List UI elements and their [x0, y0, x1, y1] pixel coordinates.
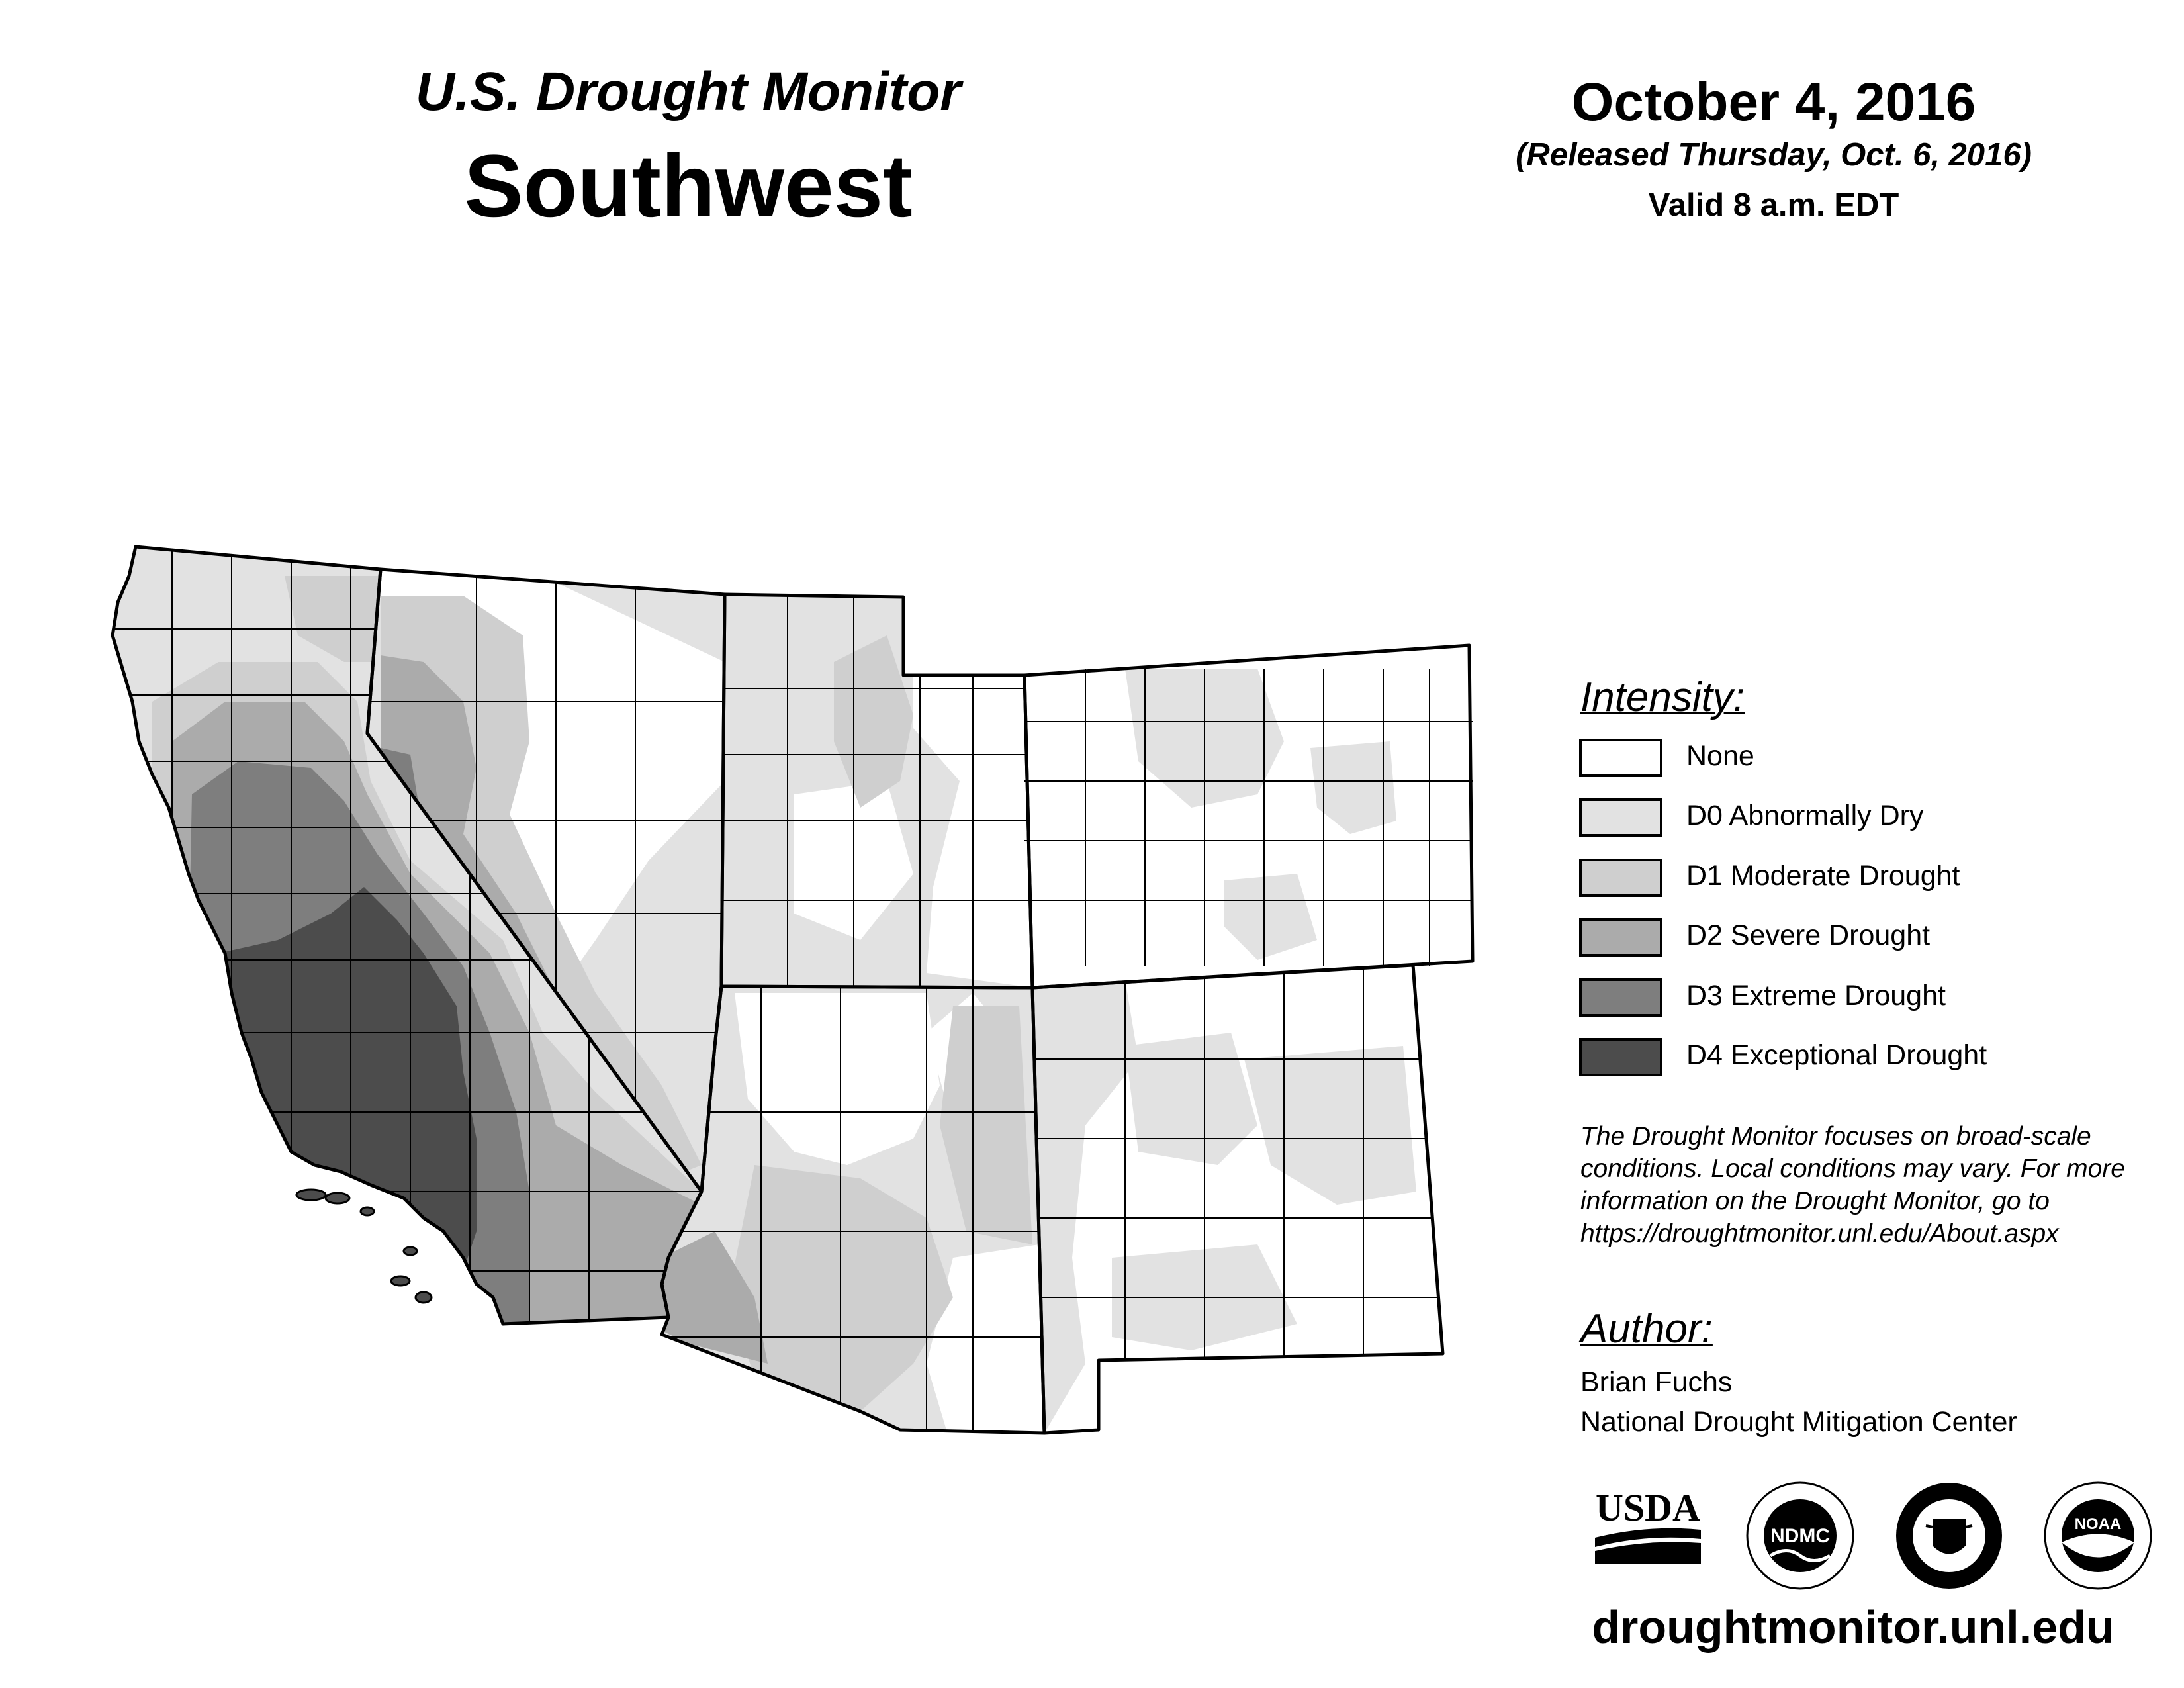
- valid-time: Valid 8 a.m. EDT: [1648, 187, 1899, 223]
- legend-swatch: [1579, 798, 1662, 837]
- noaa-logo: [2042, 1479, 2154, 1592]
- product-title: U.S. Drought Monitor: [415, 62, 962, 122]
- usda-logo: [1592, 1486, 1704, 1566]
- legend-swatch: [1579, 918, 1662, 957]
- legend-swatch: [1579, 739, 1662, 777]
- legend-label: D4 Exceptional Drought: [1686, 1039, 1987, 1071]
- legend-item-d4: [1579, 1038, 2175, 1080]
- ndmc-logo: [1744, 1479, 1856, 1592]
- state-utah: [721, 589, 1039, 993]
- legend-label: D1 Moderate Drought: [1686, 860, 1960, 892]
- state-new-mexico: [1026, 960, 1449, 1436]
- author-title: Author:: [1580, 1306, 1713, 1352]
- note-line: information on the Drought Monitor, go to: [1580, 1187, 2050, 1215]
- legend-swatch: [1579, 859, 1662, 897]
- legend-item-d0: [1579, 798, 2175, 841]
- noaa-text: NOAA: [2074, 1515, 2122, 1533]
- legend-item-d2: [1579, 918, 2175, 961]
- region-title: Southwest: [464, 137, 913, 236]
- legend-label: D2 Severe Drought: [1686, 919, 1931, 951]
- legend-label: None: [1686, 740, 1754, 772]
- website-link[interactable]: droughtmonitor.unl.edu: [1592, 1601, 2115, 1653]
- author-name: Brian Fuchs: [1580, 1366, 1733, 1398]
- legend-item-d3: [1579, 978, 2175, 1021]
- legend-swatch: [1579, 1038, 1662, 1076]
- legend-label: D0 Abnormally Dry: [1686, 800, 1924, 831]
- usda-text: USDA: [1596, 1486, 1700, 1529]
- legend-item-d1: [1579, 859, 2175, 901]
- note-link[interactable]: https://droughtmonitor.unl.edu/About.aspx: [1580, 1219, 2059, 1248]
- state-colorado: [1024, 662, 1475, 966]
- legend-swatch: [1579, 978, 1662, 1017]
- department-of-commerce-seal-icon: [1893, 1479, 2005, 1592]
- ndmc-text: NDMC: [1770, 1525, 1830, 1547]
- map-date: October 4, 2016: [1571, 72, 1976, 132]
- disclaimer-note: [1580, 1120, 2176, 1250]
- note-line: conditions. Local conditions may vary. For more: [1580, 1154, 2125, 1183]
- release-date: (Released Thursday, Oct. 6, 2016): [1516, 137, 2032, 173]
- note-line: The Drought Monitor focuses on broad-scale: [1580, 1122, 2091, 1150]
- legend-label: D3 Extreme Drought: [1686, 980, 1946, 1011]
- legend-item-none: [1579, 739, 2175, 781]
- legend-title: Intensity:: [1580, 675, 1745, 720]
- author-organization: National Drought Mitigation Center: [1580, 1406, 2017, 1438]
